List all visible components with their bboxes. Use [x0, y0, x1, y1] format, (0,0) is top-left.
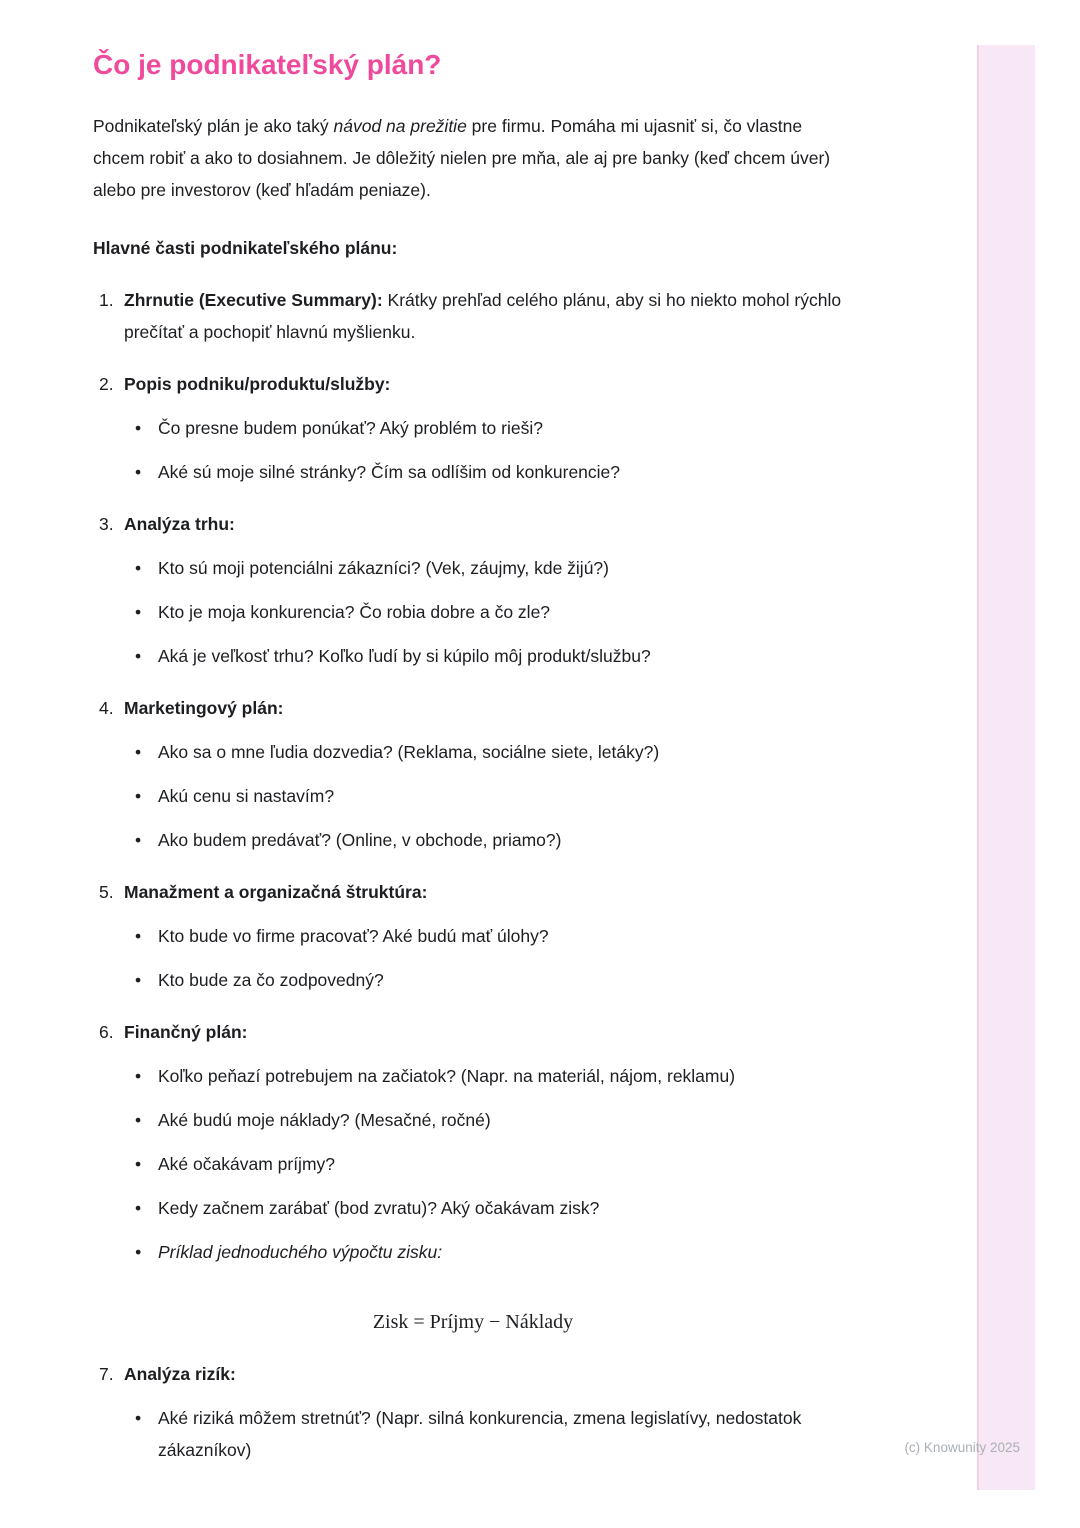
- list-item: • Kto je moja konkurencia? Čo robia dobre a čo zle?: [124, 596, 853, 628]
- list-item: • Akú cenu si nastavím?: [124, 780, 853, 812]
- bullet-list: [124, 1402, 853, 1466]
- section-title: Analýza trhu:: [124, 514, 235, 534]
- section-item-management: [93, 876, 853, 996]
- list-item: • Koľko peňazí potrebujem na začiatok? (Napr. na materiál, nájom, reklamu): [124, 1060, 853, 1092]
- section-title: Marketingový plán:: [124, 698, 284, 718]
- list-item: • Čo presne budem ponúkať? Aký problém to rieši?: [124, 412, 853, 444]
- section-number: 6.: [99, 1022, 114, 1042]
- list-item-profit-example: • Príklad jednoduchého výpočtu zisku:: [124, 1236, 853, 1268]
- bullet-list: [124, 552, 853, 672]
- document-content: [93, 48, 853, 1466]
- section-number: 3.: [99, 514, 114, 534]
- list-item: • Aké riziká môžem stretnúť? (Napr. silná konkurencia, zmena legislatívy, nedostatok zákazníkov): [124, 1402, 853, 1466]
- section-title: Analýza rizík:: [124, 1364, 236, 1384]
- sections-heading: Hlavné časti podnikateľského plánu:: [93, 238, 398, 258]
- list-item: • Aké sú moje silné stránky? Čím sa odlíšim od konkurencie?: [124, 456, 853, 488]
- bullet-list: [124, 412, 853, 488]
- list-item: • Ako sa o mne ľudia dozvedia? (Reklama, sociálne siete, letáky?): [124, 736, 853, 768]
- list-item: • Aké očakávam príjmy?: [124, 1148, 853, 1180]
- list-item: • Kto bude za čo zodpovedný?: [124, 964, 853, 996]
- intro-text-end: pre firmu. Pomáha mi ujasniť si, čo vlastne chcem robiť a ako to dosiahnem. Je dôležitý nielen pre mňa, ale aj pre banky (keď chcem úver) alebo pre investorov (keď hľadám peniaze).: [93, 116, 831, 200]
- section-number: 1.: [99, 290, 114, 310]
- section-item-market-analysis: [93, 508, 853, 672]
- list-item: • Kto sú moji potenciálni zákazníci? (Vek, záujmy, kde žijú?): [124, 552, 853, 584]
- bullet-list: [124, 736, 853, 856]
- section-title: Popis podniku/produktu/služby:: [124, 374, 391, 394]
- section-text: Krátky prehľad celého plánu, aby si ho niekto mohol rýchlo prečítať a pochopiť hlavnú myšlienku.: [124, 290, 842, 342]
- intro-text-italic: návod na prežitie: [333, 116, 467, 136]
- list-item: • Kedy začnem zarábať (bod zvratu)? Aký očakávam zisk?: [124, 1192, 853, 1224]
- side-stripe: [977, 45, 1035, 1490]
- intro-text-start: Podnikateľský plán je ako taký: [93, 116, 334, 136]
- list-item: • Aká je veľkosť trhu? Koľko ľudí by si kúpilo môj produkt/službu?: [124, 640, 853, 672]
- section-item-marketing-plan: [93, 692, 853, 856]
- bullet-list: [124, 1060, 853, 1268]
- section-item-risk-analysis: [93, 1358, 853, 1466]
- sections-list: [93, 284, 853, 1466]
- section-number: 7.: [99, 1364, 114, 1384]
- section-title: Zhrnutie (Executive Summary):: [124, 290, 383, 310]
- list-item: • Kto bude vo firme pracovať? Aké budú mať úlohy?: [124, 920, 853, 952]
- section-number: 4.: [99, 698, 114, 718]
- section-number: 2.: [99, 374, 114, 394]
- section-number: 5.: [99, 882, 114, 902]
- list-item: • Ako budem predávať? (Online, v obchode, priamo?): [124, 824, 853, 856]
- bullet-list: [124, 920, 853, 996]
- section-item-description: [93, 368, 853, 488]
- watermark: (c) Knowunity 2025: [904, 1440, 1020, 1455]
- profit-formula: Zisk = Príjmy − Náklady: [372, 1311, 574, 1333]
- list-item: • Aké budú moje náklady? (Mesačné, ročné): [124, 1104, 853, 1136]
- intro-paragraph: [93, 110, 853, 206]
- section-item-summary: [93, 284, 853, 348]
- section-title: Manažment a organizačná štruktúra:: [124, 882, 428, 902]
- section-item-financial-plan: [93, 1016, 853, 1268]
- page-title: Čo je podnikateľský plán?: [93, 49, 442, 80]
- section-title: Finančný plán:: [124, 1022, 248, 1042]
